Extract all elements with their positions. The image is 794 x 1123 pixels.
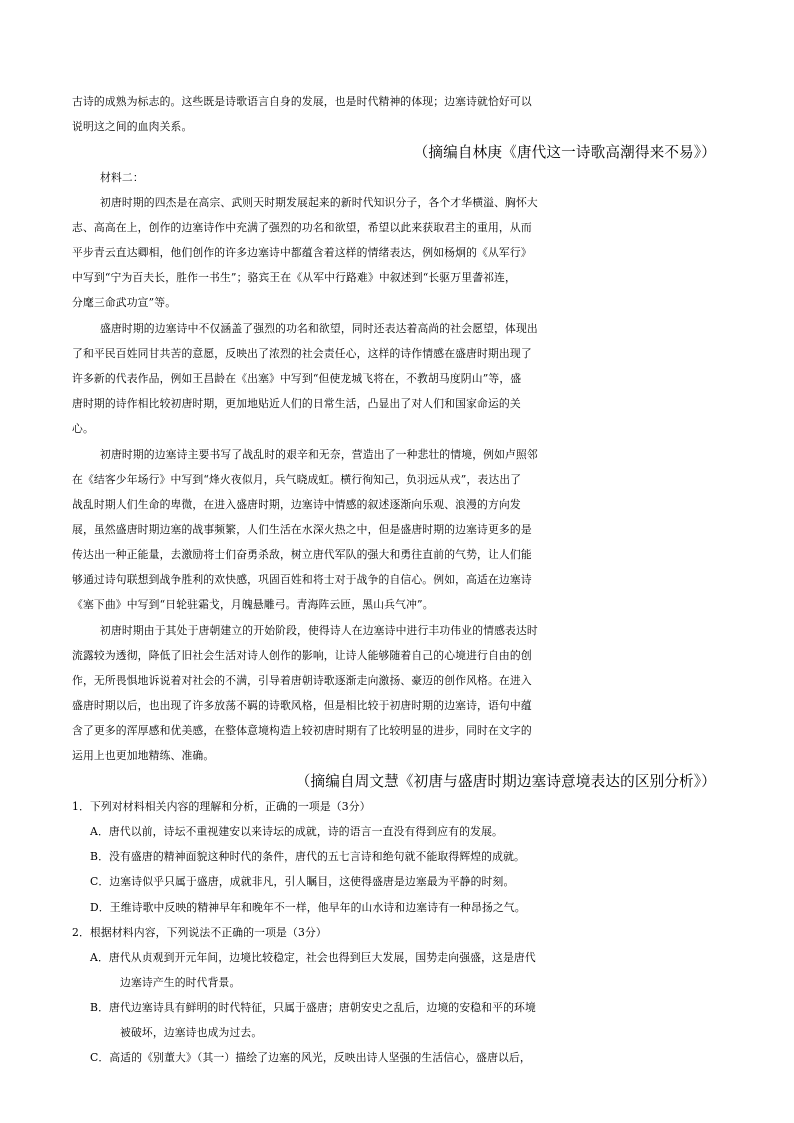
paragraph-line: 流露较为透彻，降低了旧社会生活对诗人创作的影响，让诗人能够随着自己的心境进行自由的创 [72, 649, 532, 662]
answer-option-continued: 被破坏，边塞诗也成为过去。 [120, 1026, 263, 1039]
paragraph-line: 含了更多的浑厚感和优美感，在整体意境构造上较初唐时期有了比较明显的进步，同时在文字的 [72, 724, 532, 737]
answer-option-continued: 边塞诗产生的时代背景。 [120, 976, 241, 989]
paragraph-line: 盛唐时期的边塞诗中不仅涵盖了强烈的功名和欲望，同时还表达着高尚的社会愿望，体现出 [100, 322, 538, 335]
paragraph-line: 展，虽然盛唐时期边塞的战事频繁，人们生活在水深火热之中，但是盛唐时期的边塞诗更多的是 [72, 523, 532, 536]
paragraph-line: 分麾三命武功宣”等。 [72, 296, 177, 309]
answer-option: C．高适的《别董大》（其一）描绘了边塞的风光，反映出诗人坚强的生活信心，盛唐以后， [90, 1051, 531, 1064]
question-stem: 1．下列对材料相关内容的理解和分析，正确的一项是（3分） [72, 800, 371, 813]
paragraph-line: 运用上也更加地精练、准确。 [72, 749, 215, 762]
paragraph-line: 古诗的成熟为标志的。这些既是诗歌语言自身的发展，也是时代精神的体现；边塞诗就恰好可以 [72, 95, 532, 108]
paragraph-line: 《塞下曲》中写到“日轮驻霜戈，月魄悬雕弓。青海阵云匝，黑山兵气冲”。 [72, 598, 434, 611]
paragraph-line: 传达出一种正能量，去激励将士们奋勇杀敌，树立唐代军队的强大和勇往直前的气势，让人们能 [72, 548, 532, 561]
answer-option: A．唐代从贞观到开元年间，边境比较稳定，社会也得到巨大发展，国势走向强盛，这是唐代 [90, 951, 536, 964]
answer-option: B．唐代边塞诗具有鲜明的时代特征，只属于盛唐；唐朝安史之乱后，边境的安稳和平的环境 [90, 1001, 536, 1014]
paragraph-line: 了和平民百姓同甘共苦的意愿，反映出了浓烈的社会责任心，这样的诗作情感在盛唐时期出现了 [72, 347, 532, 360]
paragraph-line: 战乱时期人们生命的卑微，在进入盛唐时期，边塞诗中情感的叙述逐渐向乐观、浪漫的方向发 [72, 498, 521, 511]
answer-option: C．边塞诗似乎只属于盛唐，成就非凡，引人瞩目，这使得盛唐是边塞最为平静的时刻。 [90, 875, 515, 888]
paragraph-line: 初唐时期的四杰是在高宗、武则天时期发展起来的新时代知识分子，各个才华横溢、胸怀大 [100, 196, 538, 209]
paragraph-line: 盛唐时期以后，也出现了许多放荡不羁的诗歌风格，但是相比较于初唐时期的边塞诗，语句中蕴 [72, 699, 532, 712]
paragraph-line: 平步青云直达卿相，他们创作的许多边塞诗中都蕴含着这样的情绪表达，例如杨炯的《从军行》 [72, 246, 532, 259]
paragraph-line: 说明这之间的血肉关系。 [72, 120, 193, 133]
paragraph-line: 作，无所畏惧地诉说着对社会的不满，引导着唐朝诗歌逐渐走向激扬、豪迈的创作风格。在进入 [72, 674, 532, 687]
answer-option: D．王维诗歌中反映的精神早年和晚年不一样，他早年的山水诗和边塞诗有一种昂扬之气。 [90, 901, 526, 914]
paragraph-line: 唐时期的诗作相比较初唐时期，更加地贴近人们的日常生活，凸显出了对人们和国家命运的关 [72, 397, 521, 410]
paragraph-line: 中写到“宁为百夫长，胜作一书生”；骆宾王在《从军中行路难》中叙述到“长驱万里詟祁连， [72, 271, 516, 284]
paragraph-line: 志、高高在上，创作的边塞诗作中充满了强烈的功名和欲望，希望以此来获取君主的重用，从而 [72, 221, 532, 234]
section-heading: 材料二： [100, 171, 144, 184]
paragraph-line: 初唐时期由于其处于唐朝建立的开始阶段，使得诗人在边塞诗中进行丰功伟业的情感表达时 [100, 624, 538, 637]
source-citation: （摘编自周文慧《初唐与盛唐时期边塞诗意境表达的区别分析》） [295, 773, 716, 790]
answer-option: A．唐代以前，诗坛不重视建安以来诗坛的成就，诗的语言一直没有得到应有的发展。 [90, 825, 503, 838]
paragraph-line: 许多新的代表作品，例如王昌龄在《出塞》中写到“但使龙城飞将在，不教胡马度阴山”等，盛 [72, 372, 522, 385]
question-stem: 2．根据材料内容，下列说法不正确的一项是（3分） [72, 926, 327, 939]
paragraph-line: 心。 [72, 422, 94, 435]
paragraph-line: 初唐时期的边塞诗主要书写了战乱时的艰辛和无奈，营造出了一种悲壮的情境，例如卢照邻 [100, 448, 538, 461]
paragraph-line: 在《结客少年场行》中写到“烽火夜似月，兵气晓成虹。横行徇知己，负羽远从戎”，表达出了 [72, 473, 522, 486]
paragraph-line: 够通过诗句联想到战争胜利的欢快感，巩固百姓和将士对于战争的自信心。例如，高适在边塞诗 [72, 573, 532, 586]
source-citation: （摘编自林庚《唐代这一诗歌高潮得来不易》） [413, 144, 716, 161]
answer-option: B．没有盛唐的精神面貌这种时代的条件，唐代的五七言诗和绝句就不能取得辉煌的成就。 [90, 850, 526, 863]
